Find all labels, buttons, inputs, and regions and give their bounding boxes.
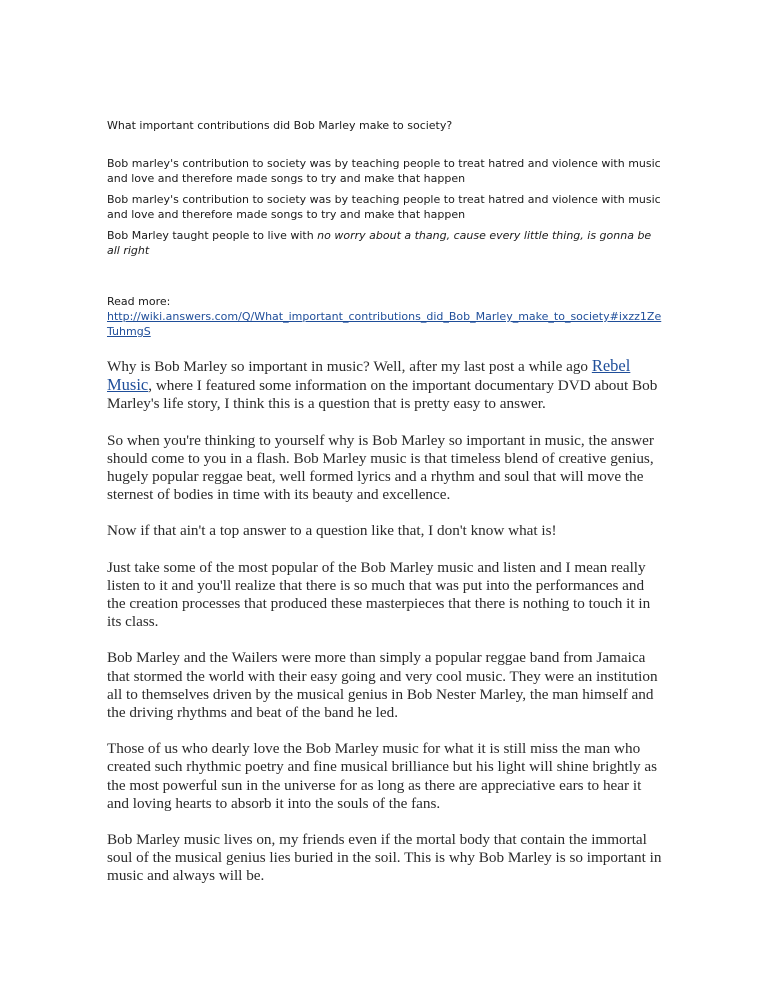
answer-3-prefix: Bob Marley taught people to live with bbox=[107, 229, 318, 242]
read-more-link-line bbox=[107, 309, 663, 339]
article-paragraph-2: So when you're thinking to yourself why is Bob Marley so important in music, the answer should come to you in a flash. Bob Marley music is that timeless blend of creative genius, hugely popular reggae beat, well formed lyrics and a rhythm and soul that will move the sternest of bodies in time with its beauty and excellence. bbox=[107, 431, 654, 504]
answer-text-3 bbox=[107, 228, 663, 258]
read-more-label: Read more: bbox=[107, 295, 171, 308]
article-section bbox=[107, 357, 663, 886]
article-paragraph-7: Bob Marley music lives on, my friends even if the mortal body that contain the immortal soul of the musical genius lies buried in the soil. This is why Bob Marley is so important in music and always will be. bbox=[107, 831, 662, 885]
document-page bbox=[107, 118, 663, 904]
rebel-music-link[interactable]: Rebel Music bbox=[107, 356, 631, 395]
p1-after: , where I featured some information on the important documentary DVD about Bob Marley's life story, I think this is a question that is pretty easy to answer. bbox=[107, 377, 658, 413]
p1-before: Why is Bob Marley so important in music? Well, after my last post a while ago bbox=[107, 358, 592, 375]
article-paragraph-5: Bob Marley and the Wailers were more than simply a popular reggae band from Jamaica that stormed the world with their easy going and very cool music. They were an institution all to themselves driven by the musical genius in Bob Nester Marley, the man himself and the driving rhythms and beat of the band he led. bbox=[107, 649, 658, 722]
answer-text-2: Bob marley's contribution to society was by teaching people to treat hatred and violence with music and love and therefore made songs to try and make that happen bbox=[107, 193, 661, 221]
article-paragraph-1 bbox=[107, 357, 663, 414]
article-paragraph-4: Just take some of the most popular of the Bob Marley music and listen and I mean really listen to it and you'll realize that there is so much that was put into the performances and the creation processes that produced these masterpieces that there is nothing to touch it in its class. bbox=[107, 558, 651, 631]
question-text: What important contributions did Bob Marley make to society? bbox=[107, 119, 453, 132]
answer-3-italic-quote: no worry about a thang, cause every little thing, is gonna be all right bbox=[107, 229, 652, 257]
article-paragraph-6: Those of us who dearly love the Bob Marley music for what it is still miss the man who created such rhythmic poetry and fine musical brilliance but his light will shine brightly as the most powerful sun in the universe for as long as there are appreciative ears to hear it and loving hearts to absorb it into the souls of the fans. bbox=[107, 740, 657, 812]
qa-section bbox=[107, 118, 663, 339]
article-paragraph-3: Now if that ain't a top answer to a question like that, I don't know what is! bbox=[107, 522, 557, 540]
read-more-link[interactable]: http://wiki.answers.com/Q/What_important_contributions_did_Bob_Marley_make_to_society#ixzz1ZeTuhmgS bbox=[107, 310, 662, 338]
answer-text-1: Bob marley's contribution to society was by teaching people to treat hatred and violence with music and love and therefore made songs to try and make that happen bbox=[107, 157, 661, 185]
